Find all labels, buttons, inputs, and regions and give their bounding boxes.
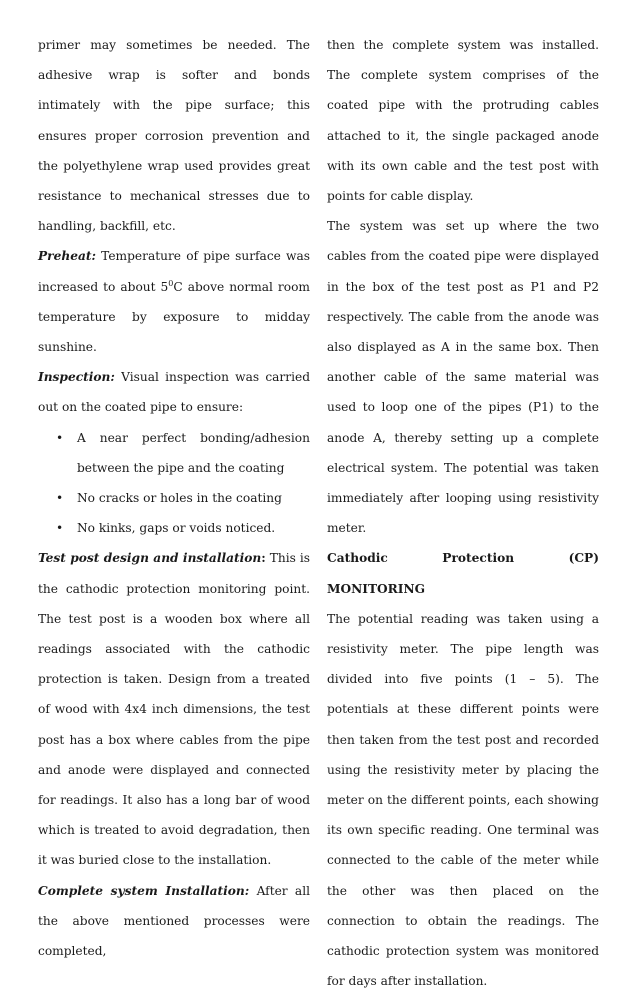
system-installed-paragraph: then the complete system was installed. The complete system comprises of the coated pipe with the protruding cables attached to it, the single packaged anode with its own cable and the test post with points for cable display.: [327, 38, 599, 204]
inspection-paragraph: [38, 362, 310, 422]
inspection-label: Inspection:: [38, 370, 115, 385]
test-post-text: This is the cathodic protection monitoring point. The test post is a wooden box where all readings associated with the cathodic protection is taken. Design from a treated of wood with 4x4 inch dimensions, the test post has a box where cables from the pipe and anode were displayed and connected for readings. It also has a long bar of wood which is treated to avoid degradation, then it was buried close to the installation.: [38, 551, 311, 868]
bullet-icon: •: [56, 521, 64, 536]
intro-paragraph: primer may sometimes be needed. The adhesive wrap is softer and bonds intimately with the pipe surface; this ensures proper corrosion prevention and the polyethylene wrap used provides great resistance to mechanical stresses due to handling, backfill, etc.: [38, 38, 310, 234]
left-column: [38, 30, 310, 966]
list-item: [38, 513, 310, 543]
test-post-paragraph: [38, 543, 310, 875]
section-heading: Cathodic Protection (CP) MONITORING: [327, 551, 599, 596]
bullet-icon: •: [56, 430, 64, 445]
test-post-label: Test post design and installation: [38, 551, 262, 566]
complete-installation-text: After all the above mentioned processes were completed,: [38, 883, 310, 959]
monitoring-paragraph: The potential reading was taken using a resistivity meter. The pipe length was divided into five points (1 – 5). The potentials at these different points were then taken from the test post and recorded using the resistivity meter by placing the meter on the different points, each showing its own specific reading. One terminal was connected to the cable of the meter while the other was then placed on the connection to obtain the readings. The cathodic protection system was monitored for days after installation.: [327, 611, 599, 989]
list-item-text: No kinks, gaps or voids noticed.: [77, 521, 276, 536]
bullet-icon: •: [56, 491, 64, 506]
list-item: [38, 483, 310, 513]
list-item: [38, 423, 310, 483]
list-item-text: No cracks or holes in the coating: [77, 491, 282, 506]
complete-installation-label: Complete system Installation:: [38, 883, 250, 898]
list-item-text: A near perfect bonding/adhesion between the pipe and the coating: [77, 430, 310, 475]
preheat-paragraph: [38, 241, 310, 362]
right-column: [327, 30, 599, 997]
preheat-label: Preheat:: [38, 249, 96, 264]
inspection-list: [38, 423, 310, 544]
preheat-text-after: C above normal room temperature by exposure to midday sunshine.: [38, 279, 310, 355]
test-post-colon: :: [261, 551, 266, 566]
system-setup-paragraph: The system was set up where the two cables from the coated pipe were displayed in the box of the test post as P1 and P2 respectively. The cable from the anode was also displayed as A in the same box. Then another cable of the same material was used to loop one of the pipes (P1) to the anode A, thereby setting up a complete electrical system. The potential was taken immediately after looping using resistivity meter.: [327, 219, 599, 536]
inspection-text: Visual inspection was carried out on the coated pipe to ensure:: [38, 370, 310, 415]
complete-installation-paragraph: [38, 876, 310, 967]
preheat-superscript: 0: [168, 278, 174, 288]
preheat-text-before: Temperature of pipe surface was increased to about 5: [38, 249, 310, 294]
